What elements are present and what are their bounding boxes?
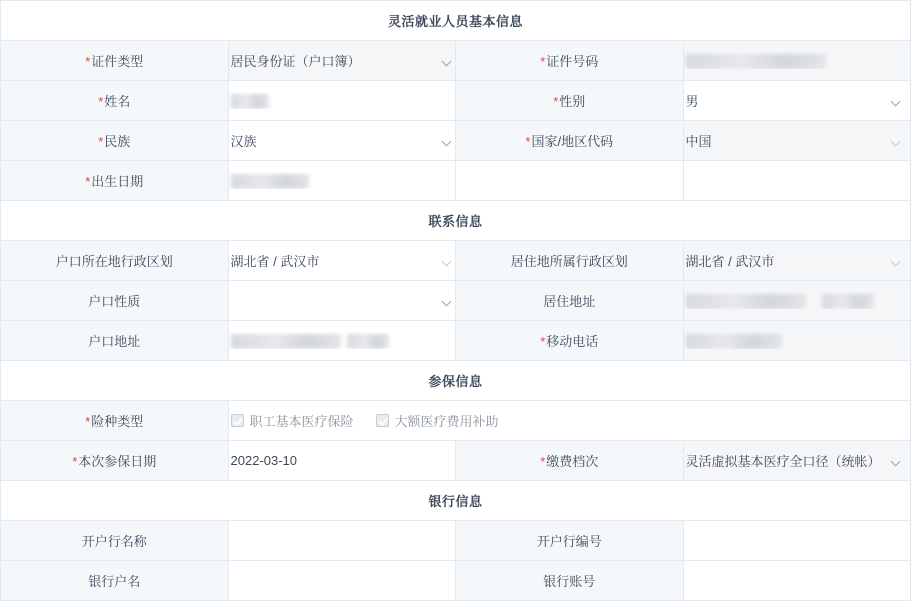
field-payment-level[interactable] (683, 441, 911, 481)
empty-cell (683, 161, 911, 201)
field-household-region[interactable] (228, 241, 456, 281)
label-id-type-text: 证件类型 (91, 54, 144, 69)
chevron-down-icon[interactable] (892, 136, 902, 146)
residence-address-value (684, 292, 911, 308)
section-title-insurance: 参保信息 (1, 361, 911, 401)
household-region-select[interactable] (229, 242, 456, 280)
required-mark: * (98, 94, 104, 109)
label-insure-date (1, 441, 229, 481)
household-address-value (229, 332, 456, 348)
household-type-select[interactable] (229, 282, 456, 320)
checkbox-basic-medical-label: 职工基本医疗保险 (249, 414, 354, 429)
label-account-number-text: 银行账号 (543, 574, 596, 589)
label-household-region (1, 241, 229, 281)
label-name (1, 81, 229, 121)
payment-level-select[interactable] (684, 442, 911, 480)
table-row (1, 521, 911, 561)
label-mobile-phone-text: 移动电话 (546, 334, 599, 349)
id-number-value (684, 52, 911, 68)
insure-date-value: 2022-03-10 (230, 453, 297, 468)
checkbox-basic-medical[interactable] (231, 411, 354, 430)
chevron-down-icon[interactable] (892, 96, 902, 106)
redacted-value (231, 174, 309, 189)
section-header-insurance (1, 361, 911, 401)
field-residence-region[interactable] (683, 241, 911, 281)
label-bank-name (1, 521, 229, 561)
required-mark: * (525, 134, 531, 149)
label-household-address (1, 321, 229, 361)
label-residence-region-text: 居住地所属行政区划 (510, 254, 628, 269)
section-header-basic (1, 1, 911, 41)
field-insurance-type[interactable] (228, 401, 911, 441)
table-row (1, 161, 911, 201)
chevron-down-icon[interactable] (443, 56, 453, 66)
label-id-number (456, 41, 684, 81)
required-mark: * (85, 174, 91, 189)
checkbox-large-subsidy-label: 大额医疗费用补助 (394, 414, 499, 429)
country-code-value: 中国 (685, 134, 712, 149)
label-birth-date (1, 161, 229, 201)
chevron-down-icon[interactable] (892, 256, 902, 266)
label-nation (1, 121, 229, 161)
label-residence-region (456, 241, 684, 281)
label-insurance-type-text: 险种类型 (91, 414, 144, 429)
label-household-type-text: 户口性质 (88, 294, 141, 309)
gender-select[interactable] (684, 82, 911, 120)
label-id-type (1, 41, 229, 81)
field-bank-code[interactable] (683, 521, 911, 561)
section-title-contact: 联系信息 (1, 201, 911, 241)
label-bank-code-text: 开户行编号 (536, 534, 602, 549)
field-id-type[interactable] (228, 41, 456, 81)
checkbox-large-subsidy[interactable] (376, 411, 499, 430)
country-code-select[interactable] (684, 122, 911, 160)
required-mark: * (553, 94, 559, 109)
label-insurance-type (1, 401, 229, 441)
label-account-name (1, 561, 229, 601)
field-insure-date[interactable] (228, 441, 456, 481)
table-row (1, 121, 911, 161)
table-row (1, 281, 911, 321)
nation-select[interactable] (229, 122, 456, 160)
household-region-value: 湖北省 / 武汉市 (230, 254, 320, 269)
required-mark: * (540, 54, 546, 69)
label-payment-level-text: 缴费档次 (546, 454, 599, 469)
label-gender (456, 81, 684, 121)
section-header-bank (1, 481, 911, 521)
label-nation-text: 民族 (104, 134, 131, 149)
label-country-code (456, 121, 684, 161)
table-row (1, 561, 911, 601)
required-mark: * (540, 454, 546, 469)
gender-value: 男 (685, 94, 699, 109)
label-mobile-phone (456, 321, 684, 361)
empty-cell (456, 161, 684, 201)
label-household-region-text: 户口所在地行政区划 (55, 254, 173, 269)
label-name-text: 姓名 (104, 94, 131, 109)
table-row (1, 241, 911, 281)
residence-region-select[interactable] (684, 242, 911, 280)
field-household-type[interactable] (228, 281, 456, 321)
label-id-number-text: 证件号码 (546, 54, 599, 69)
field-country-code[interactable] (683, 121, 911, 161)
redacted-value (231, 94, 269, 109)
section-title-basic: 灵活就业人员基本信息 (1, 1, 911, 41)
mobile-phone-value (684, 332, 911, 348)
insurance-type-checkbox-group[interactable] (229, 411, 911, 430)
required-mark: * (85, 54, 91, 69)
field-account-name[interactable] (228, 561, 456, 601)
field-gender[interactable] (683, 81, 911, 121)
section-header-contact (1, 201, 911, 241)
label-gender-text: 性别 (559, 94, 586, 109)
label-insure-date-text: 本次参保日期 (78, 454, 157, 469)
chevron-down-icon[interactable] (443, 256, 453, 266)
label-payment-level (456, 441, 684, 481)
redacted-value (686, 54, 826, 69)
table-row (1, 41, 911, 81)
section-title-bank: 银行信息 (1, 481, 911, 521)
birth-date-value (229, 172, 456, 188)
required-mark: * (85, 414, 91, 429)
table-row (1, 81, 911, 121)
label-household-address-text: 户口地址 (88, 334, 141, 349)
field-household-address[interactable] (228, 321, 456, 361)
label-country-code-text: 国家/地区代码 (531, 134, 614, 149)
field-id-number[interactable] (683, 41, 911, 81)
redacted-value (231, 334, 341, 349)
field-nation[interactable] (228, 121, 456, 161)
nation-value: 汉族 (230, 134, 257, 149)
table-row (1, 401, 911, 441)
payment-level-value: 灵活虚拟基本医疗全口径（统帐） (685, 454, 881, 469)
id-type-value: 居民身份证（户口簿） (230, 54, 361, 69)
label-residence-address (456, 281, 684, 321)
field-residence-address[interactable] (683, 281, 911, 321)
label-birth-date-text: 出生日期 (91, 174, 144, 189)
label-residence-address-text: 居住地址 (543, 294, 596, 309)
label-household-type (1, 281, 229, 321)
field-account-number[interactable] (683, 561, 911, 601)
field-bank-name[interactable] (228, 521, 456, 561)
required-mark: * (540, 334, 546, 349)
field-mobile-phone[interactable] (683, 321, 911, 361)
label-bank-code (456, 521, 684, 561)
label-account-name-text: 银行户名 (88, 574, 141, 589)
field-name[interactable] (228, 81, 456, 121)
redacted-value (822, 294, 874, 309)
name-value (229, 92, 456, 108)
chevron-down-icon[interactable] (892, 456, 902, 466)
residence-region-value: 湖北省 / 武汉市 (685, 254, 775, 269)
checkbox-checked-icon[interactable] (376, 414, 389, 427)
chevron-down-icon[interactable] (443, 136, 453, 146)
required-mark: * (98, 134, 104, 149)
table-row (1, 441, 911, 481)
chevron-down-icon[interactable] (443, 296, 453, 306)
label-bank-name-text: 开户行名称 (81, 534, 147, 549)
table-row (1, 321, 911, 361)
id-type-select[interactable] (229, 42, 456, 80)
required-mark: * (72, 454, 78, 469)
field-birth-date[interactable] (228, 161, 456, 201)
label-account-number (456, 561, 684, 601)
redacted-value (686, 334, 782, 349)
redacted-value (347, 334, 389, 349)
redacted-value (686, 294, 806, 309)
checkbox-checked-icon[interactable] (231, 414, 244, 427)
